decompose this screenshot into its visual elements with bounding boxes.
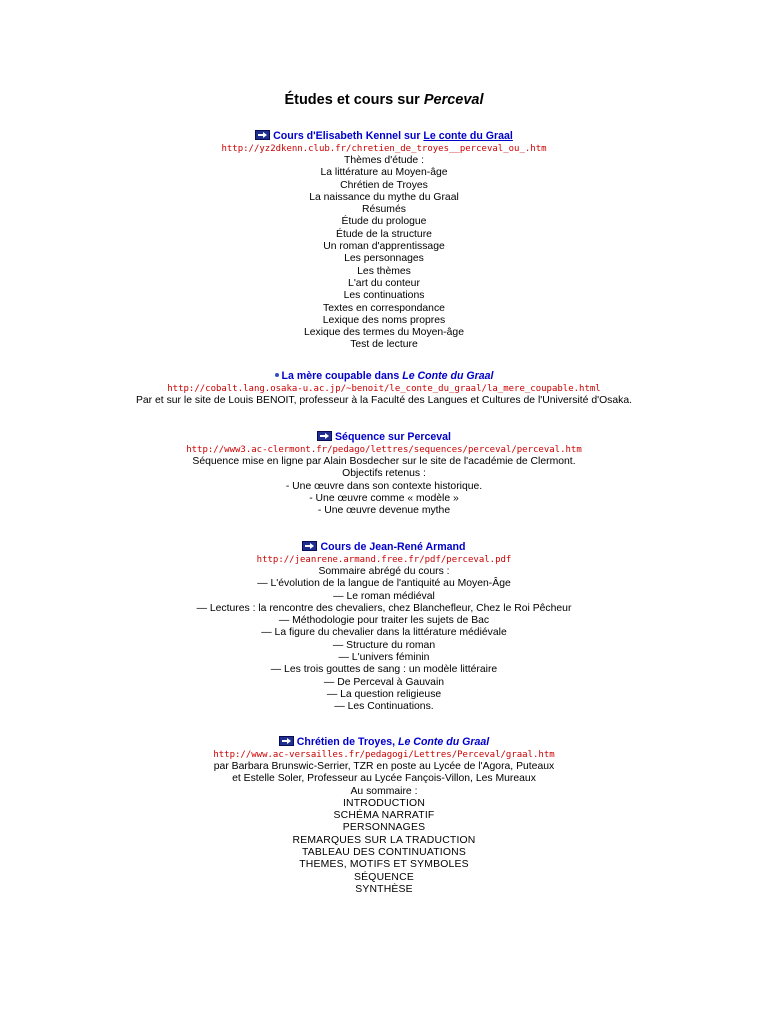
text-line: Textes en correspondance (323, 302, 445, 314)
heading-label: Cours de Jean-René Armand (320, 541, 466, 553)
page-title (0, 90, 768, 110)
text-line: PERSONNAGES (342, 822, 426, 834)
title-main: Études et cours sur (284, 92, 424, 108)
text-line: Les thèmes (357, 265, 411, 277)
text-line: — La figure du chevalier dans la littérature médiévale (261, 627, 507, 639)
section-armand (0, 541, 768, 714)
text-line: — Méthodologie pour traiter les sujets de Bac (278, 615, 490, 627)
text-line: - Une œuvre devenue mythe (317, 505, 451, 517)
text-line: et Estelle Soler, Professeur au Lycée Fançois-Villon, Les Mureaux (232, 773, 536, 785)
text-line: SCHÉMA NARRATIF (333, 810, 435, 822)
section-heading[interactable] (0, 541, 768, 554)
title-italic: Perceval (423, 92, 484, 108)
text-line: Lexique des termes du Moyen-âge (304, 327, 464, 339)
text-line: THEMES, MOTIFS ET SYMBOLES (299, 859, 469, 871)
text-line: par Barbara Brunswic-Serrier, TZR en poste au Lycée de l'Agora, Puteaux (213, 761, 555, 772)
section-heading[interactable] (0, 431, 768, 444)
text-line: Étude du prologue (341, 216, 427, 228)
arrow-right-icon (302, 541, 317, 551)
section-url[interactable]: http://cobalt.lang.osaka-u.ac.jp/~benoit/le_conte_du_graal/la_mere_coupable.html (167, 384, 601, 394)
text-line: - Une œuvre dans son contexte historique. (285, 480, 483, 492)
heading-italic: Le Conte du Graal (398, 736, 490, 748)
section-lines (0, 155, 768, 352)
text-line: — Les trois gouttes de sang : un modèle littéraire (270, 664, 498, 676)
bullet-icon (275, 373, 279, 377)
text-line: — L'évolution de la langue de l'antiquité au Moyen-Âge (257, 578, 511, 590)
text-line: Les personnages (344, 253, 424, 265)
section-heading[interactable] (0, 130, 768, 143)
heading-label: La mère coupable dans (281, 370, 403, 382)
section-sequence (0, 431, 768, 517)
text-line: — Structure du roman (332, 639, 436, 651)
text-line: SYNTHÈSE (355, 883, 413, 895)
text-line: Test de lecture (350, 339, 418, 351)
heading-italic: Le Conte du Graal (402, 370, 494, 382)
text-line: TABLEAU DES CONTINUATIONS (302, 847, 466, 859)
text-line: Thèmes d'étude : (344, 155, 424, 166)
text-line: Objectifs retenus : (342, 468, 426, 480)
section-versailles (0, 736, 768, 896)
heading-link[interactable]: Le conte du Graal (423, 130, 513, 142)
heading-label: Chrétien de Troyes, (296, 736, 398, 748)
text-line: - Une œuvre comme « modèle » (309, 492, 459, 504)
text-line: INTRODUCTION (342, 797, 426, 809)
text-line: Un roman d'apprentissage (323, 241, 445, 253)
text-line: Les continuations (343, 290, 425, 302)
text-line: Au sommaire : (350, 785, 418, 797)
section-heading[interactable] (0, 370, 768, 383)
text-line: La naissance du mythe du Graal (309, 191, 459, 203)
text-line: Chrétien de Troyes (340, 179, 428, 191)
section-url[interactable]: http://jeanrene.armand.free.fr/pdf/perceval.pdf (256, 555, 512, 565)
text-line: L'art du conteur (348, 277, 420, 289)
text-line: Résumés (362, 204, 406, 216)
section-url[interactable]: http://yz2dkenn.club.fr/chretien_de_troyes__perceval_ou_.htm (221, 144, 547, 154)
section-url[interactable]: http://www.ac-versailles.fr/pedagogi/Lettres/Perceval/graal.htm (213, 750, 555, 760)
text-line: Étude de la structure (336, 228, 432, 240)
text-line: SÉQUENCE (354, 871, 414, 883)
arrow-right-icon (279, 736, 294, 746)
text-line: Sommaire abrégé du cours : (318, 566, 450, 577)
text-line: — Les Continuations. (334, 701, 434, 713)
text-line: Lexique des noms propres (322, 314, 446, 326)
section-kennel (0, 130, 768, 352)
text-line: — L'univers féminin (338, 652, 430, 664)
section-heading[interactable] (0, 736, 768, 749)
heading-label: Séquence sur Perceval (334, 431, 451, 443)
text-line: REMARQUES SUR LA TRADUCTION (292, 834, 476, 846)
text-line: La littérature au Moyen-âge (320, 167, 448, 179)
arrow-right-icon (255, 130, 270, 140)
section-url[interactable]: http://www3.ac-clermont.fr/pedago/lettres/sequences/perceval/perceval.htm (186, 445, 582, 455)
text-line: — La question religieuse (326, 688, 442, 700)
text-line: — Lectures : la rencontre des chevaliers, chez Blanchefleur, Chez le Roi Pêcheur (196, 602, 572, 614)
arrow-right-icon (317, 431, 332, 441)
text-line: Séquence mise en ligne par Alain Bosdecher sur le site de l'académie de Clermont. (192, 456, 576, 467)
text-line: — De Perceval à Gauvain (323, 676, 445, 688)
section-mere-coupable (0, 370, 768, 407)
text-line: — Le roman médiéval (333, 590, 435, 602)
heading-label: Cours d'Elisabeth Kennel sur (273, 130, 424, 142)
text-line: Par et sur le site de Louis BENOIT, professeur à la Faculté des Langues et Cultures de l'Université d'Osaka. (135, 395, 633, 406)
